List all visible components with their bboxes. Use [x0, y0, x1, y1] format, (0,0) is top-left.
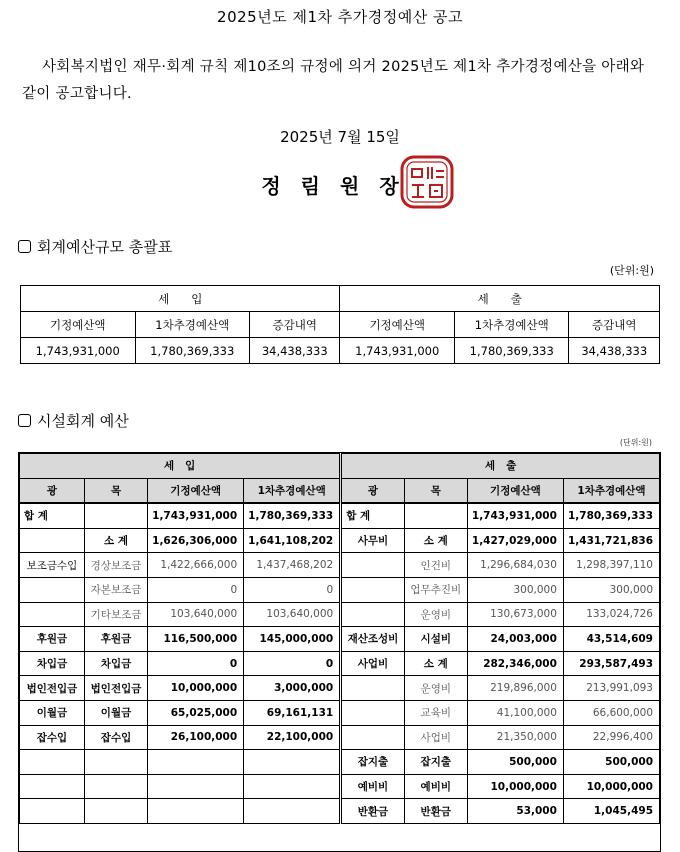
- table-cell: [20, 577, 85, 602]
- table-cell: 0: [244, 651, 341, 676]
- section1-unit: (단위:원): [609, 264, 654, 277]
- table-cell: [341, 577, 404, 602]
- square-bullet-icon: [18, 414, 31, 427]
- table-cell: 213,991,093: [563, 676, 659, 701]
- table-cell: 잡지출: [404, 750, 467, 775]
- facility-revenue-header: 세 입: [20, 454, 341, 479]
- summary-col-header: 1차추경예산액: [454, 312, 569, 338]
- table-cell: 500,000: [563, 750, 659, 775]
- table-cell: 인건비: [404, 553, 467, 578]
- table-cell: [148, 750, 244, 775]
- table-cell: 예비비: [341, 774, 404, 799]
- table-cell: 차입금: [20, 651, 85, 676]
- facility-col-header: 목: [404, 478, 467, 503]
- table-cell: [244, 774, 341, 799]
- table-row: [20, 700, 660, 725]
- table-cell: 1,780,369,333: [563, 503, 659, 528]
- table-row: [20, 503, 660, 528]
- summary-col-header: 기정예산액: [340, 312, 455, 338]
- table-cell: 0: [148, 577, 244, 602]
- table-row: [20, 651, 660, 676]
- table-cell: 3,000,000: [244, 676, 341, 701]
- summary-expense-header: 세 출: [340, 286, 660, 312]
- table-cell: [341, 676, 404, 701]
- table-cell: [148, 799, 244, 824]
- table-cell: 합 계: [20, 503, 85, 528]
- notice-title: 2025년도 제1차 추가경정예산 공고: [217, 8, 463, 26]
- table-cell: 반환금: [404, 799, 467, 824]
- table-cell: 운영비: [404, 602, 467, 627]
- table-cell: 41,100,000: [467, 700, 563, 725]
- table-cell: 69,161,131: [244, 700, 341, 725]
- table-cell: 1,641,108,202: [244, 528, 341, 553]
- table-cell: 10,000,000: [467, 774, 563, 799]
- table-cell: 합 계: [341, 503, 404, 528]
- table-cell: 219,896,000: [467, 676, 563, 701]
- table-row: [20, 750, 660, 775]
- table-cell: [341, 700, 404, 725]
- facility-col-header: 기정예산액: [148, 478, 244, 503]
- table-cell: 사무비: [341, 528, 404, 553]
- table-cell: 0: [244, 577, 341, 602]
- table-cell: 시설비: [404, 627, 467, 652]
- table-cell: [148, 774, 244, 799]
- summary-cell: 34,438,333: [250, 338, 340, 364]
- table-cell: 24,003,000: [467, 627, 563, 652]
- table-cell: 반환금: [341, 799, 404, 824]
- summary-cell: 1,743,931,000: [21, 338, 136, 364]
- table-row: [20, 627, 660, 652]
- summary-cell: 1,743,931,000: [340, 338, 455, 364]
- summary-revenue-header: 세 입: [21, 286, 340, 312]
- table-cell: 소 계: [404, 651, 467, 676]
- table-cell: 사업비: [404, 725, 467, 750]
- table-cell: 이월금: [84, 700, 147, 725]
- table-row: [20, 799, 660, 824]
- table-cell: 10,000,000: [148, 676, 244, 701]
- square-bullet-icon: [18, 240, 31, 253]
- table-cell: [84, 799, 147, 824]
- table-cell: [20, 602, 85, 627]
- table-cell: 130,673,000: [467, 602, 563, 627]
- facility-budget-table-frame: [18, 452, 661, 852]
- table-cell: 103,640,000: [148, 602, 244, 627]
- table-cell: 이월금: [20, 700, 85, 725]
- signer-name: 정림원장: [261, 174, 419, 198]
- table-cell: 차입금: [84, 651, 147, 676]
- section2-heading: [18, 410, 129, 431]
- table-cell: 잡지출: [341, 750, 404, 775]
- table-cell: [341, 553, 404, 578]
- table-row: [20, 553, 660, 578]
- table-cell: [341, 602, 404, 627]
- section2-title: 시설회계 예산: [37, 412, 129, 430]
- table-cell: 기타보조금: [84, 602, 147, 627]
- table-cell: 사업비: [341, 651, 404, 676]
- notice-date: 2025년 7월 15일: [280, 128, 400, 146]
- table-cell: 경상보조금: [84, 553, 147, 578]
- table-row: [20, 774, 660, 799]
- table-cell: 22,996,400: [563, 725, 659, 750]
- table-cell: 1,437,468,202: [244, 553, 341, 578]
- table-cell: 1,431,721,836: [563, 528, 659, 553]
- table-cell: 66,600,000: [563, 700, 659, 725]
- section1-heading: [18, 236, 172, 257]
- table-row: [20, 602, 660, 627]
- table-cell: 1,626,306,000: [148, 528, 244, 553]
- table-cell: 예비비: [404, 774, 467, 799]
- table-cell: 282,346,000: [467, 651, 563, 676]
- table-cell: 1,045,495: [563, 799, 659, 824]
- table-cell: [244, 799, 341, 824]
- table-cell: 소 계: [404, 528, 467, 553]
- table-cell: 300,000: [563, 577, 659, 602]
- table-cell: [84, 774, 147, 799]
- summary-col-header: 증감내역: [250, 312, 340, 338]
- table-cell: 43,514,609: [563, 627, 659, 652]
- facility-expense-header: 세 출: [341, 454, 660, 479]
- table-cell: 1,427,029,000: [467, 528, 563, 553]
- table-cell: 0: [148, 651, 244, 676]
- table-row: [20, 725, 660, 750]
- facility-col-header: 1차추경예산액: [244, 478, 341, 503]
- summary-col-header: 증감내역: [569, 312, 660, 338]
- table-cell: 운영비: [404, 676, 467, 701]
- table-cell: 1,743,931,000: [148, 503, 244, 528]
- summary-cell: 1,780,369,333: [454, 338, 569, 364]
- table-cell: 1,422,666,000: [148, 553, 244, 578]
- notice-paragraph: 사회복지법인 재무·회계 규칙 제10조의 규정에 의거 2025년도 제1차 추가경정예산을 아래와 같이 공고합니다.: [22, 59, 645, 102]
- budget-summary-table: [20, 285, 660, 364]
- table-cell: [20, 774, 85, 799]
- table-cell: 잡수입: [84, 725, 147, 750]
- table-cell: [404, 503, 467, 528]
- table-cell: 1,296,684,030: [467, 553, 563, 578]
- table-cell: 22,100,000: [244, 725, 341, 750]
- facility-col-header: 1차추경예산액: [563, 478, 659, 503]
- summary-col-header: 1차추경예산액: [135, 312, 250, 338]
- table-cell: 1,780,369,333: [244, 503, 341, 528]
- table-cell: 53,000: [467, 799, 563, 824]
- table-cell: 후원금: [84, 627, 147, 652]
- table-cell: 133,024,726: [563, 602, 659, 627]
- official-seal-icon: [398, 153, 456, 211]
- table-cell: [84, 503, 147, 528]
- facility-budget-table: [19, 453, 660, 824]
- facility-col-header: 목: [84, 478, 147, 503]
- table-cell: 자본보조금: [84, 577, 147, 602]
- table-cell: [20, 799, 85, 824]
- table-cell: 법인전입금: [20, 676, 85, 701]
- table-cell: 1,298,397,110: [563, 553, 659, 578]
- facility-col-header: 기정예산액: [467, 478, 563, 503]
- table-cell: 업무추진비: [404, 577, 467, 602]
- table-cell: [341, 725, 404, 750]
- table-cell: 재산조성비: [341, 627, 404, 652]
- table-row: [20, 577, 660, 602]
- table-cell: 소 계: [84, 528, 147, 553]
- table-cell: 103,640,000: [244, 602, 341, 627]
- section1-title: 회계예산규모 총괄표: [37, 238, 173, 256]
- facility-col-header: 광: [341, 478, 404, 503]
- table-cell: 26,100,000: [148, 725, 244, 750]
- table-cell: 잡수입: [20, 725, 85, 750]
- summary-col-header: 기정예산액: [21, 312, 136, 338]
- table-cell: [84, 750, 147, 775]
- table-cell: 법인전입금: [84, 676, 147, 701]
- facility-col-header: 광: [20, 478, 85, 503]
- summary-cell: 1,780,369,333: [135, 338, 250, 364]
- table-cell: 293,587,493: [563, 651, 659, 676]
- table-cell: [244, 750, 341, 775]
- table-cell: [20, 750, 85, 775]
- summary-cell: 34,438,333: [569, 338, 660, 364]
- section2-unit: (단위:원): [619, 438, 652, 447]
- table-cell: [20, 528, 85, 553]
- table-cell: 10,000,000: [563, 774, 659, 799]
- table-row: [20, 676, 660, 701]
- table-cell: 21,350,000: [467, 725, 563, 750]
- table-cell: 145,000,000: [244, 627, 341, 652]
- table-cell: 1,743,931,000: [467, 503, 563, 528]
- table-cell: 500,000: [467, 750, 563, 775]
- table-cell: 교육비: [404, 700, 467, 725]
- table-cell: 후원금: [20, 627, 85, 652]
- table-cell: 300,000: [467, 577, 563, 602]
- table-cell: 116,500,000: [148, 627, 244, 652]
- table-row: [20, 528, 660, 553]
- table-cell: 보조금수입: [20, 553, 85, 578]
- table-cell: 65,025,000: [148, 700, 244, 725]
